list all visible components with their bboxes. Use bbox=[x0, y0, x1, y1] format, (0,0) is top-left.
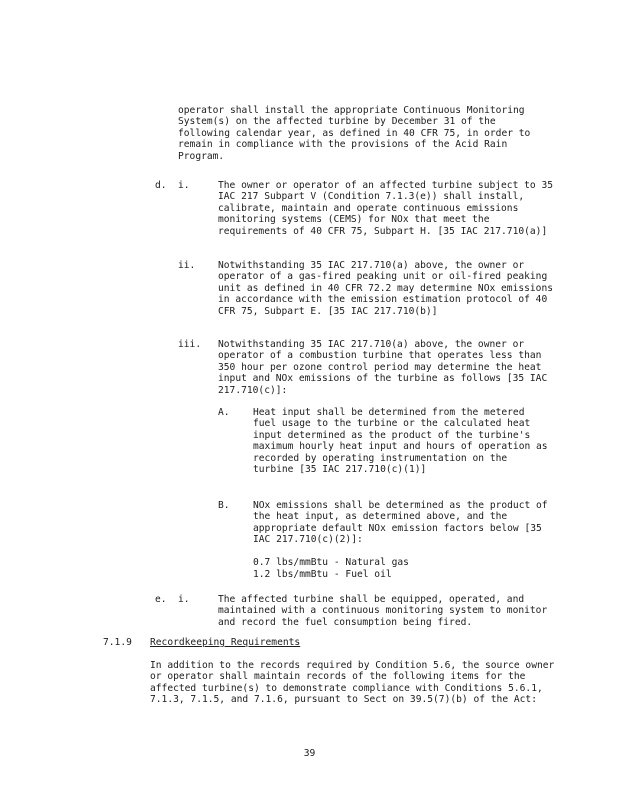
item-b-text: NOx emissions shall be determined as the product of the heat input, as determined above, and the appropriate default NOx emission factors below [35 IAC 217.710(c)(2)]: bbox=[253, 500, 554, 546]
item-d-iii-text: Notwithstanding 35 IAC 217.710(a) above, the owner or operator of a combustion turbine that operates less than 350 hour per ozone control period may determine the heat input and NOx emissions of the turbine as follows [35 IAC 217.710(c)]: bbox=[218, 339, 554, 396]
item-d-iii-label: iii. bbox=[178, 339, 202, 350]
item-d-i-text: The owner or operator of an affected turbine subject to 35 IAC 217 Subpart V (Condition 7.1.3(e)) shall install, calibrate, maintain and operate continuous emissions monitoring systems (CEMS) for NOx that meet the requirements of 40 CFR 75, Subpart H. [35 IAC 217.710(a)] bbox=[218, 180, 559, 237]
item-a-text: Heat input shall be determined from the metered fuel usage to the turbine or the calculated heat input determined as the product of the turbine's maximum hourly heat input and hours of operation as recorded by operating instrumentation on the turbine [35 IAC 217.710(c)(1)] bbox=[253, 407, 554, 476]
item-d-ii-label: ii. bbox=[178, 260, 196, 271]
item-e-i-text: The affected turbine shall be equipped, operated, and maintained with a continuous monitoring system to monitor and record the fuel consumption being fired. bbox=[218, 594, 554, 628]
item-d-ii-text: Notwithstanding 35 IAC 217.710(a) above, the owner or operator of a gas-fired peaking unit or oil-fired peaking unit as defined in 40 CFR 72.2 may determine NOx emissions in accordance with the emission estimation protocol of 40 CFR 75, Subpart E. [35 IAC 217.710(b)] bbox=[218, 260, 559, 317]
emission-factor-fuel-oil: 1.2 lbs/mmBtu - Fuel oil bbox=[253, 569, 392, 580]
item-a-label: A. bbox=[218, 407, 230, 418]
section-title: Recordkeeping Requirements bbox=[150, 637, 301, 648]
item-d-label: d. bbox=[155, 180, 167, 191]
emission-factor-natural-gas: 0.7 lbs/mmBtu - Natural gas bbox=[253, 557, 409, 568]
section-paragraph: In addition to the records required by Condition 5.6, the source owner or operator shall maintain records of the following items for the affected turbine(s) to demonstrate compliance with Conditions 5.6.1, 7.1.3, 7.1.5, and 7.1.6, pursuant to Sect on 39.5(7)(b) of the Act: bbox=[150, 660, 561, 706]
item-d-i-label: i. bbox=[178, 180, 190, 191]
intro-paragraph: operator shall install the appropriate Continuous Monitoring System(s) on the affected turbine by December 31 of the following calendar year, as defined in 40 CFR 75, in order to remain in compliance with the provisions of the Acid Rain Program. bbox=[178, 105, 537, 162]
item-e-i-label: i. bbox=[178, 594, 190, 605]
item-b-label: B. bbox=[218, 500, 230, 511]
page-number: 39 bbox=[303, 748, 316, 759]
section-number: 7.1.9 bbox=[103, 637, 132, 648]
item-e-label: e. bbox=[155, 594, 167, 605]
